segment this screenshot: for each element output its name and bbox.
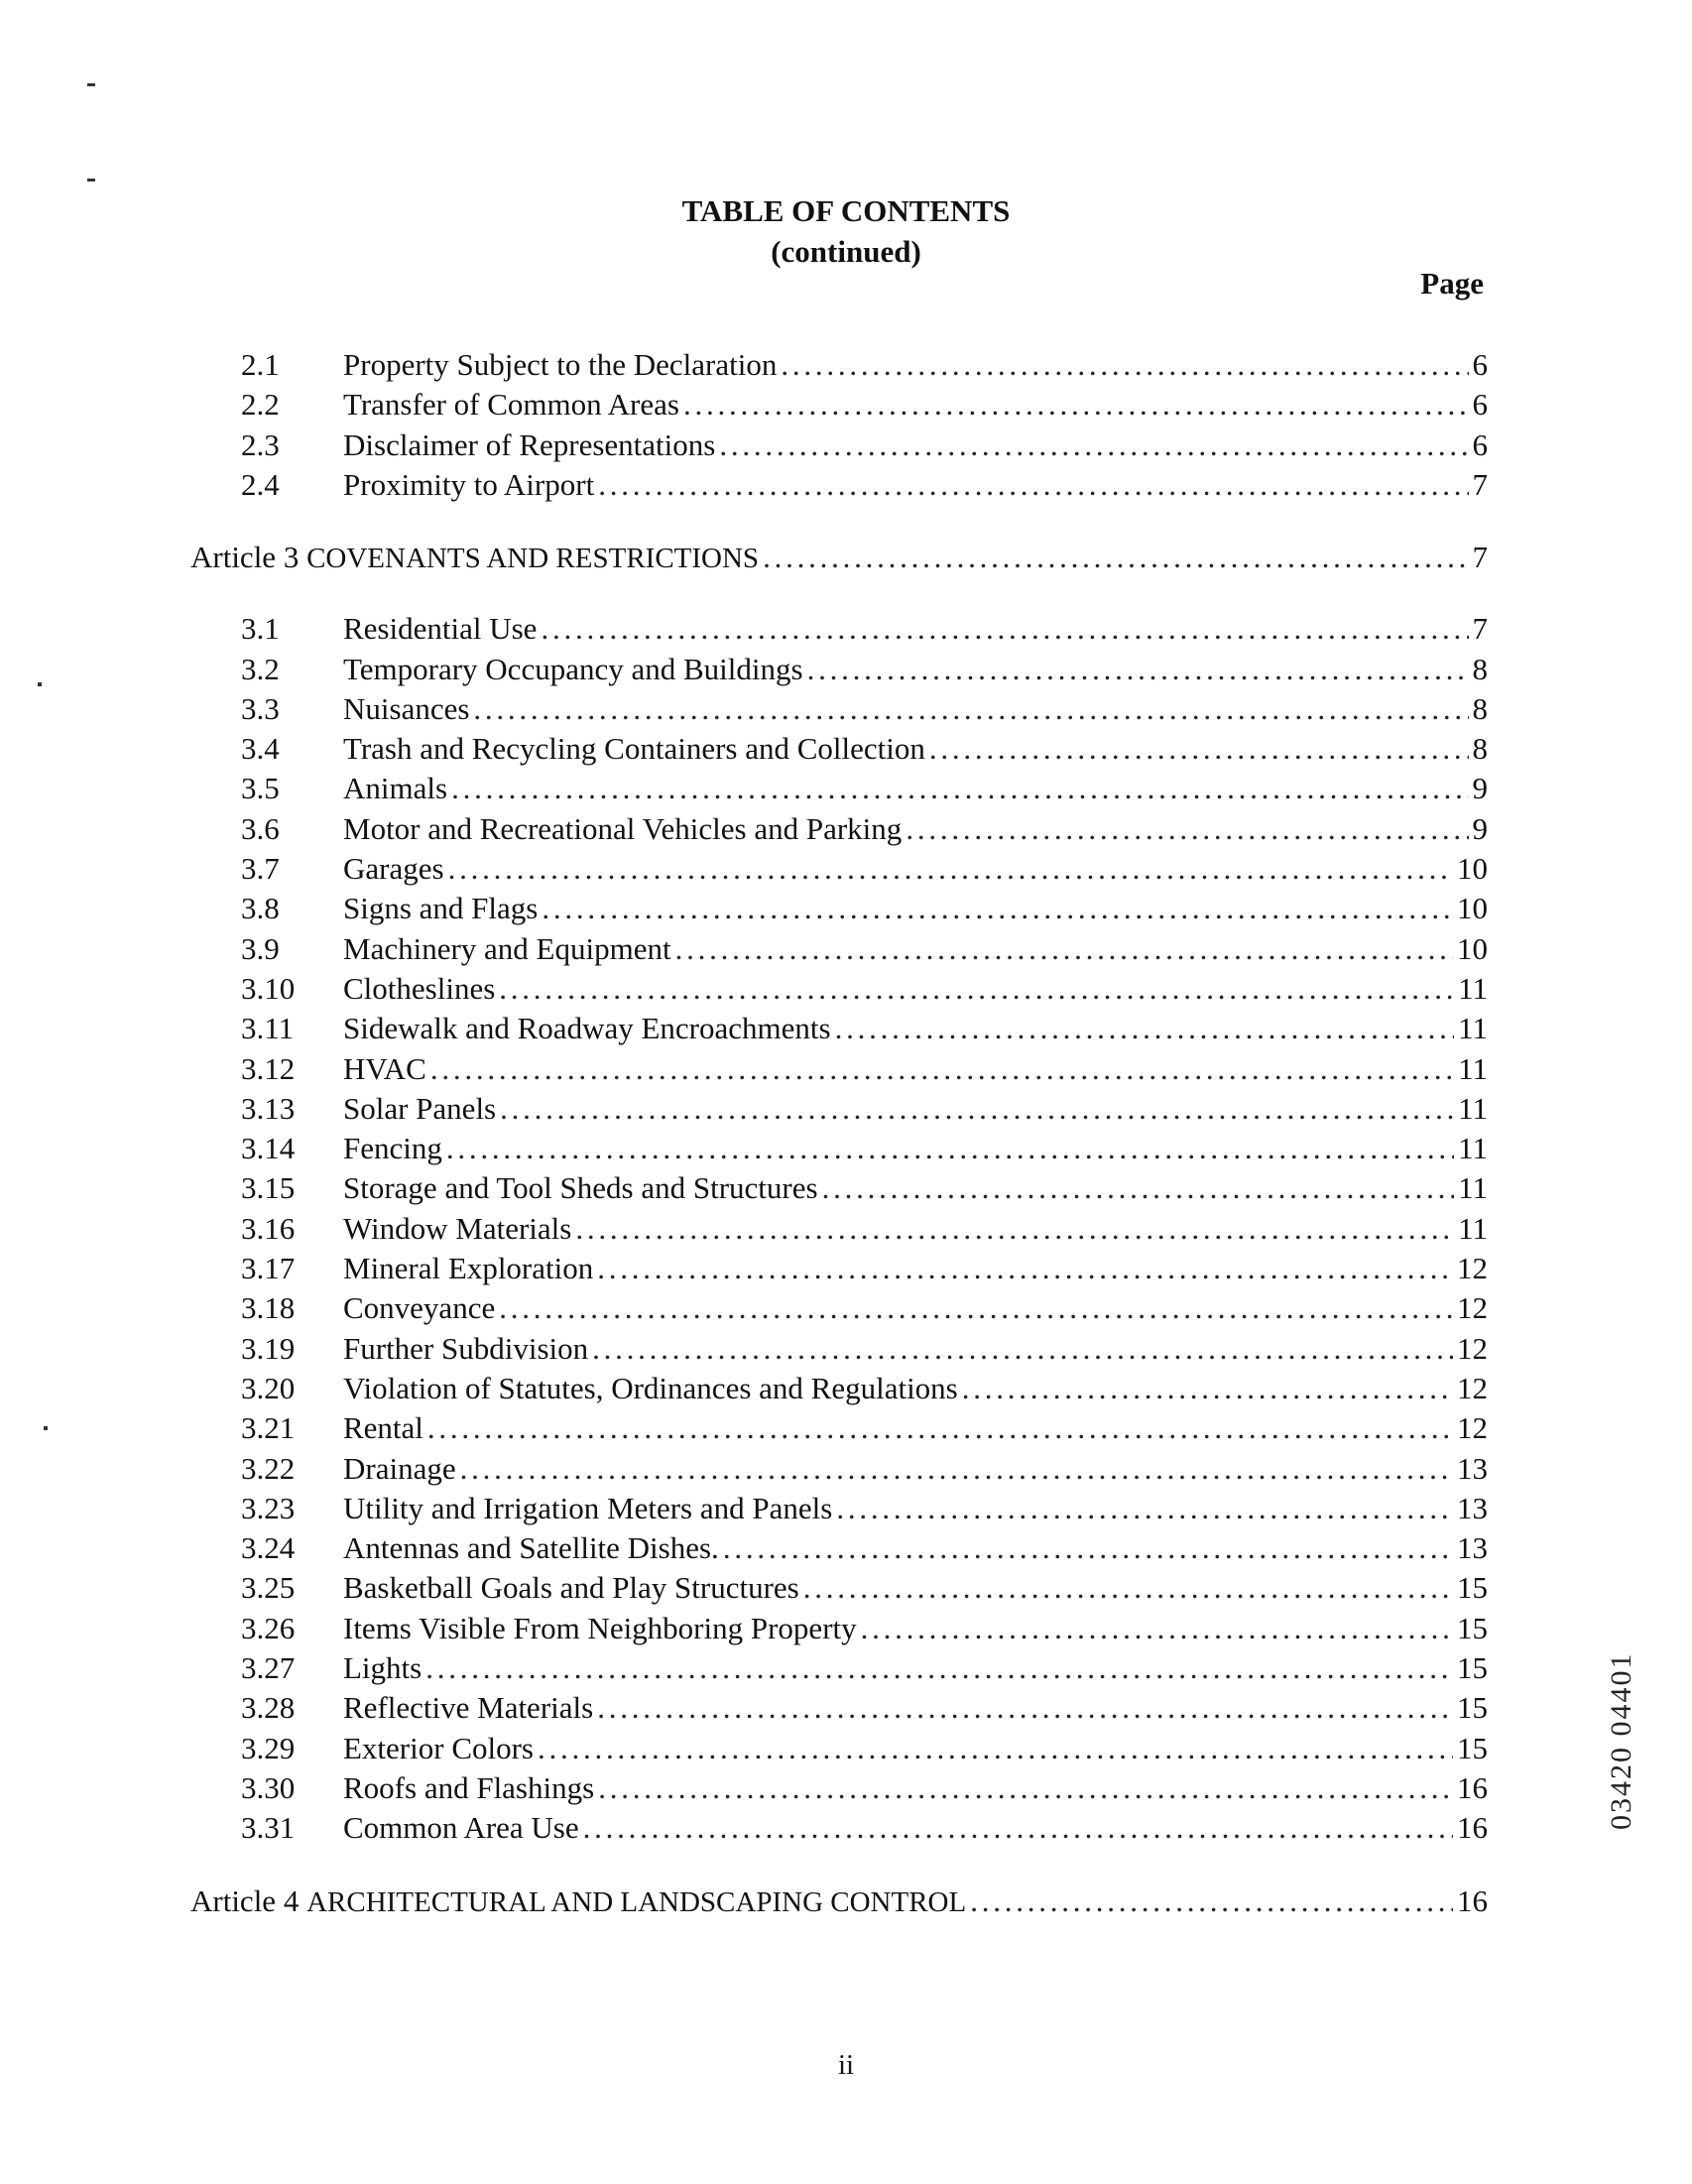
toc-section-title: Garages bbox=[343, 851, 444, 886]
toc-section-row bbox=[241, 1688, 1488, 1728]
toc-page-number: 10 bbox=[1457, 851, 1488, 886]
toc-page-number: 7 bbox=[1472, 611, 1488, 647]
toc-section-title: Signs and Flags bbox=[343, 891, 539, 926]
toc-dot-leader bbox=[675, 929, 1453, 969]
toc-section-row bbox=[241, 385, 1488, 425]
toc-section-number: 3.17 bbox=[241, 1251, 296, 1285]
toc-section-number: 2.2 bbox=[241, 387, 280, 423]
toc-section-row bbox=[241, 689, 1488, 729]
toc-dot-leader bbox=[583, 1808, 1453, 1848]
toc-section-row bbox=[241, 1528, 1488, 1568]
toc-section-title: Antennas and Satellite Dishes. bbox=[343, 1530, 719, 1566]
toc-dot-leader bbox=[781, 345, 1468, 385]
toc-page-number: 16 bbox=[1457, 1769, 1488, 1805]
toc-dot-leader bbox=[451, 769, 1468, 808]
toc-title: TABLE OF CONTENTS bbox=[681, 193, 1011, 228]
toc-page-number: 8 bbox=[1472, 731, 1488, 767]
toc-section-number: 3.16 bbox=[241, 1210, 296, 1246]
toc-section-row bbox=[241, 969, 1488, 1009]
toc-dot-leader bbox=[499, 969, 1454, 1009]
toc-section-row bbox=[241, 1168, 1488, 1208]
toc-page-number: 12 bbox=[1457, 1251, 1488, 1285]
scan-speck bbox=[87, 83, 95, 86]
toc-section-row bbox=[241, 1089, 1488, 1129]
toc-section-title: Mineral Exploration bbox=[343, 1251, 594, 1285]
toc-page-number: 11 bbox=[1458, 970, 1488, 1006]
toc-page-number: 16 bbox=[1457, 1810, 1488, 1846]
toc-section-title: Clotheslines bbox=[343, 970, 496, 1006]
toc-dot-leader bbox=[592, 1329, 1453, 1369]
toc-section-row bbox=[241, 1768, 1488, 1808]
toc-section-number: 3.24 bbox=[241, 1530, 296, 1566]
toc-section-number: 3.28 bbox=[241, 1690, 296, 1726]
toc-section-number: 2.3 bbox=[241, 426, 280, 462]
toc-section-number: 3.6 bbox=[241, 810, 280, 846]
toc-article-row bbox=[190, 538, 1488, 577]
toc-section-row bbox=[241, 1449, 1488, 1489]
toc-section-title: Drainage bbox=[343, 1450, 456, 1486]
toc-dot-leader bbox=[822, 1168, 1455, 1208]
toc-dot-leader bbox=[683, 385, 1469, 425]
toc-section-title: Disclaimer of Representations bbox=[343, 426, 716, 462]
toc-section-row bbox=[241, 769, 1488, 808]
toc-section-number: 3.18 bbox=[241, 1290, 296, 1326]
toc-section-row bbox=[241, 1489, 1488, 1528]
toc-page-number: 10 bbox=[1457, 930, 1488, 966]
toc-page-number: 9 bbox=[1472, 810, 1488, 846]
toc-page-number: 15 bbox=[1457, 1650, 1488, 1685]
toc-section-number: 3.11 bbox=[241, 1011, 295, 1046]
toc-dot-leader bbox=[541, 609, 1468, 649]
toc-section-title: Storage and Tool Sheds and Structures bbox=[343, 1170, 818, 1206]
toc-section-row bbox=[241, 345, 1488, 385]
toc-article-label bbox=[190, 538, 759, 578]
toc-section-number: 3.30 bbox=[241, 1769, 296, 1805]
toc-section-row bbox=[241, 1609, 1488, 1648]
toc-section-row bbox=[241, 1209, 1488, 1249]
toc-dot-leader bbox=[719, 425, 1468, 465]
toc-page-number: 11 bbox=[1458, 1011, 1488, 1046]
toc-section-row bbox=[241, 425, 1488, 465]
toc-section-title: Violation of Statutes, Ordinances and Regulations bbox=[343, 1370, 958, 1405]
toc-dot-leader bbox=[807, 650, 1469, 689]
toc-section-row bbox=[241, 1249, 1488, 1288]
toc-section-number: 3.4 bbox=[241, 731, 280, 767]
toc-section-title: HVAC bbox=[343, 1050, 426, 1086]
toc-page-number: 10 bbox=[1457, 891, 1488, 926]
toc-dot-leader bbox=[575, 1209, 1454, 1249]
toc-section-title: Sidewalk and Roadway Encroachments bbox=[343, 1011, 831, 1046]
toc-section-row bbox=[241, 1049, 1488, 1089]
toc-section-row bbox=[241, 1729, 1488, 1768]
toc-page-number: 11 bbox=[1458, 1131, 1488, 1166]
toc-dot-leader bbox=[448, 849, 1453, 889]
toc-page-number: 11 bbox=[1458, 1090, 1488, 1126]
toc-section-title: Animals bbox=[343, 771, 448, 806]
toc-section-number: 3.7 bbox=[241, 851, 280, 886]
toc-section-number: 3.15 bbox=[241, 1170, 296, 1206]
toc-section-row bbox=[241, 1648, 1488, 1688]
document-stamp: 03420 04401 bbox=[1605, 1651, 1637, 1830]
toc-section-row bbox=[241, 809, 1488, 849]
toc-page-number: 11 bbox=[1458, 1170, 1488, 1206]
toc-article-title: ARCHITECTURAL AND LANDSCAPING CONTROL bbox=[306, 1885, 967, 1918]
toc-section-number: 3.9 bbox=[241, 930, 280, 966]
toc-section-title: Fencing bbox=[343, 1131, 442, 1166]
toc-page-number: 12 bbox=[1457, 1330, 1488, 1366]
toc-section-number: 3.31 bbox=[241, 1810, 296, 1846]
toc-section-number: 3.19 bbox=[241, 1330, 296, 1366]
toc-section-row bbox=[241, 1129, 1488, 1168]
toc-page-number: 12 bbox=[1457, 1370, 1488, 1405]
toc-section-title: Lights bbox=[343, 1650, 423, 1685]
toc-section-number: 3.3 bbox=[241, 690, 280, 726]
toc-page-number: 7 bbox=[1472, 466, 1488, 502]
toc-section-row bbox=[241, 465, 1488, 505]
toc-section-row bbox=[241, 1568, 1488, 1608]
toc-section-row bbox=[241, 1288, 1488, 1328]
toc-dot-leader bbox=[446, 1129, 1454, 1168]
toc-section-title: Window Materials bbox=[343, 1210, 572, 1246]
toc-section-title: Motor and Recreational Vehicles and Parking bbox=[343, 810, 903, 846]
toc-dot-leader bbox=[929, 729, 1469, 769]
toc-page-number: 15 bbox=[1457, 1570, 1488, 1606]
toc-section-number: 3.13 bbox=[241, 1090, 296, 1126]
toc-article-number: Article 4 bbox=[190, 1882, 300, 1918]
toc-section-number: 3.27 bbox=[241, 1650, 296, 1685]
toc-page-number: 11 bbox=[1458, 1210, 1488, 1246]
toc-section-title: Common Area Use bbox=[343, 1810, 579, 1846]
toc-dot-leader bbox=[427, 1408, 1453, 1448]
toc-section-number: 3.20 bbox=[241, 1370, 296, 1405]
toc-section-title: Residential Use bbox=[343, 611, 538, 647]
toc-section-title: Property Subject to the Declaration bbox=[343, 347, 778, 382]
toc-page-number: 8 bbox=[1472, 651, 1488, 686]
toc-section-title: Further Subdivision bbox=[343, 1330, 589, 1366]
scan-speck bbox=[38, 682, 42, 686]
toc-section-number: 3.2 bbox=[241, 651, 280, 686]
toc-section-number: 3.1 bbox=[241, 611, 280, 647]
toc-page-number: 15 bbox=[1457, 1690, 1488, 1726]
toc-dot-leader bbox=[803, 1568, 1453, 1608]
toc-section-number: 2.1 bbox=[241, 347, 280, 382]
toc-page-number: 13 bbox=[1457, 1490, 1488, 1525]
toc-section-number: 3.10 bbox=[241, 970, 296, 1006]
toc-section-title: Solar Panels bbox=[343, 1090, 497, 1126]
toc-section-title: Utility and Irrigation Meters and Panels bbox=[343, 1490, 833, 1525]
toc-page-number: 11 bbox=[1458, 1050, 1488, 1086]
toc-dot-leader bbox=[597, 1688, 1453, 1728]
scan-speck bbox=[87, 179, 95, 182]
toc-section-row bbox=[241, 1808, 1488, 1848]
toc-page-number: 15 bbox=[1457, 1730, 1488, 1765]
toc-page-number: 6 bbox=[1472, 387, 1488, 423]
toc-section-number: 3.29 bbox=[241, 1730, 296, 1765]
toc-page-number: 12 bbox=[1457, 1290, 1488, 1326]
toc-section-row bbox=[241, 849, 1488, 889]
toc-page-number: 15 bbox=[1457, 1610, 1488, 1645]
toc-page-number: 8 bbox=[1472, 690, 1488, 726]
toc-section-title: Transfer of Common Areas bbox=[343, 387, 679, 423]
toc-page-number: 16 bbox=[1457, 1882, 1488, 1918]
toc-dot-leader bbox=[970, 1881, 1453, 1921]
toc-dot-leader bbox=[500, 1089, 1454, 1129]
toc-section-title: Conveyance bbox=[343, 1290, 496, 1326]
toc-section-title: Roofs and Flashings bbox=[343, 1769, 595, 1805]
toc-dot-leader bbox=[836, 1489, 1453, 1528]
toc-page-number: 6 bbox=[1472, 426, 1488, 462]
toc-section-row bbox=[241, 609, 1488, 649]
toc-article-row bbox=[190, 1881, 1488, 1921]
toc-section-number: 3.26 bbox=[241, 1610, 296, 1645]
toc-page-number: 7 bbox=[1472, 540, 1488, 575]
toc-dot-leader bbox=[597, 1249, 1453, 1288]
toc-dot-leader bbox=[835, 1009, 1455, 1048]
toc-dot-leader bbox=[542, 889, 1453, 928]
toc-article-title: COVENANTS AND RESTRICTIONS bbox=[306, 543, 760, 575]
toc-section-title: Trash and Recycling Containers and Collection bbox=[343, 731, 925, 767]
page-column-label: Page bbox=[1420, 266, 1484, 301]
toc-section-number: 3.5 bbox=[241, 771, 280, 806]
toc-section-number: 3.14 bbox=[241, 1131, 296, 1166]
toc-section-row bbox=[241, 1009, 1488, 1048]
toc-section-row bbox=[241, 1408, 1488, 1448]
toc-section-row bbox=[241, 929, 1488, 969]
toc-section-title: Items Visible From Neighboring Property bbox=[343, 1610, 857, 1645]
toc-section-row bbox=[241, 889, 1488, 928]
toc-section-row bbox=[241, 729, 1488, 769]
toc-section-number: 3.22 bbox=[241, 1450, 296, 1486]
toc-dot-leader bbox=[538, 1729, 1453, 1768]
toc-section-number: 3.12 bbox=[241, 1050, 296, 1086]
toc-dot-leader bbox=[763, 538, 1468, 577]
toc-article-label bbox=[190, 1881, 966, 1922]
toc-section-number: 3.23 bbox=[241, 1490, 296, 1525]
toc-page-number: 13 bbox=[1457, 1450, 1488, 1486]
toc-section-title: Rental bbox=[343, 1410, 423, 1446]
toc-page-number: 9 bbox=[1472, 771, 1488, 806]
toc-dot-leader bbox=[473, 689, 1468, 729]
toc-section-title: Machinery and Equipment bbox=[343, 930, 671, 966]
toc-article-number: Article 3 bbox=[190, 540, 300, 575]
scan-speck bbox=[44, 1426, 48, 1430]
toc-section-title: Reflective Materials bbox=[343, 1690, 594, 1726]
toc-page-number: 12 bbox=[1457, 1410, 1488, 1446]
toc-section-number: 3.21 bbox=[241, 1410, 296, 1446]
toc-section-number: 3.25 bbox=[241, 1570, 296, 1606]
toc-subtitle: (continued) bbox=[771, 234, 921, 269]
toc-dot-leader bbox=[430, 1049, 1454, 1089]
toc-dot-leader bbox=[906, 809, 1468, 849]
toc-dot-leader bbox=[460, 1449, 1453, 1489]
toc-section-row bbox=[241, 1369, 1488, 1408]
toc-dot-leader bbox=[499, 1288, 1453, 1328]
toc-dot-leader bbox=[723, 1528, 1453, 1568]
toc-dot-leader bbox=[598, 1768, 1453, 1808]
toc-dot-leader bbox=[425, 1648, 1453, 1688]
toc-dot-leader bbox=[861, 1609, 1453, 1648]
toc-section-title: Temporary Occupancy and Buildings bbox=[343, 651, 803, 686]
toc-section-title: Exterior Colors bbox=[343, 1730, 534, 1765]
toc-section-row bbox=[241, 1329, 1488, 1369]
toc-dot-leader bbox=[598, 465, 1468, 505]
toc-section-title: Nuisances bbox=[343, 690, 470, 726]
toc-section-number: 3.8 bbox=[241, 891, 280, 926]
page-number: ii bbox=[837, 2049, 855, 2081]
toc-section-title: Basketball Goals and Play Structures bbox=[343, 1570, 799, 1606]
toc-page-number: 13 bbox=[1457, 1530, 1488, 1566]
toc-section-title: Proximity to Airport bbox=[343, 466, 595, 502]
toc-dot-leader bbox=[962, 1369, 1453, 1408]
toc-section-number: 2.4 bbox=[241, 466, 280, 502]
toc-page-number: 6 bbox=[1472, 347, 1488, 382]
toc-section-row bbox=[241, 650, 1488, 689]
